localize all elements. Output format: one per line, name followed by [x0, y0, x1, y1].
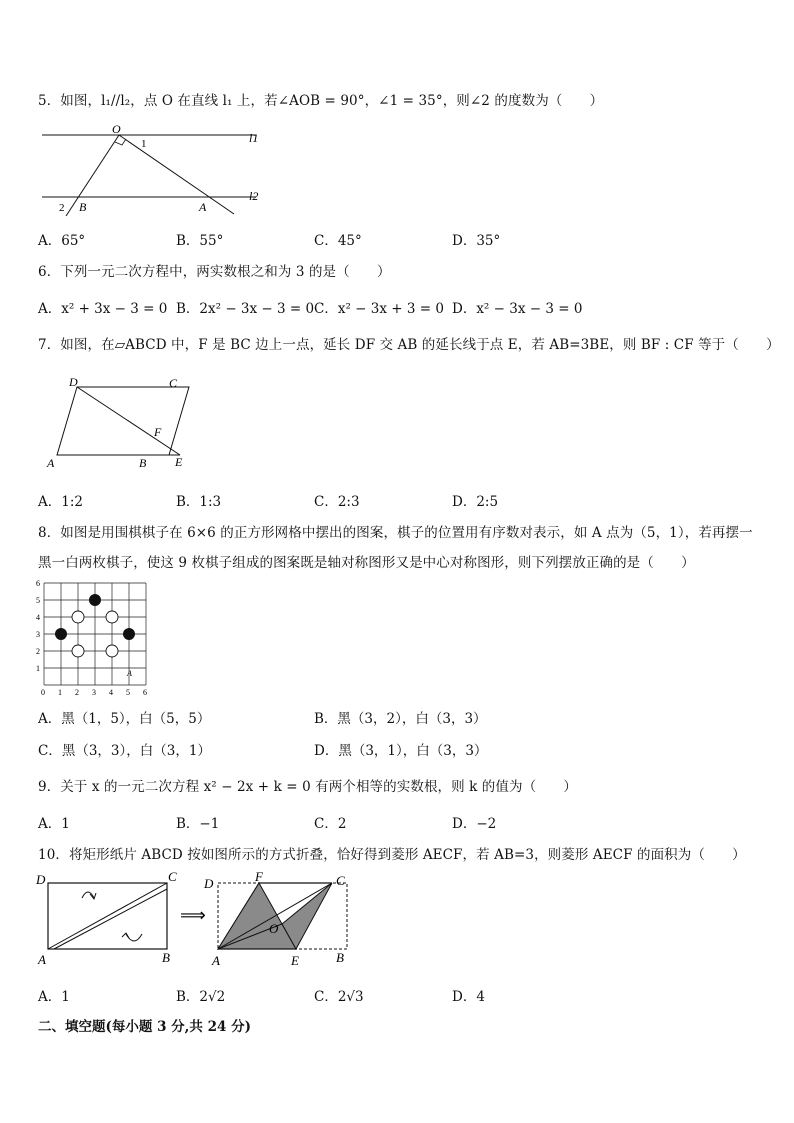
q8-x-tick-2: 2: [75, 688, 79, 697]
q8-white-stone: [106, 611, 118, 623]
q10-transform-arrow: ⟹: [180, 905, 206, 925]
section-heading: 二、填空题(每小题 3 分,共 24 分): [38, 1019, 251, 1035]
q6-option-b: B．2x² − 3x − 3 = 0: [176, 301, 315, 317]
q8-x-tick-3: 3: [92, 688, 96, 697]
q8-text-line2: 黑一白两枚棋子，使这 9 枚棋子组成的图案既是轴对称图形又是中心对称图形，则下列摆放正确的是（ ）: [38, 555, 695, 571]
q5-label-2: 2: [59, 202, 65, 214]
q5-label-l1: l1: [249, 131, 259, 145]
q8-x-tick-6: 6: [143, 688, 147, 697]
q10-left-label-c: C: [168, 869, 177, 884]
q8-text-line1: 8．如图是用围棋棋子在 6×6 的正方形网格中摆出的图案，棋子的位置用有序数对表示，如 A 点为（5，1），若再摆一: [38, 525, 753, 541]
q5-label-b: B: [79, 200, 87, 214]
q8-y-tick-3: 3: [36, 630, 40, 639]
q8-y-tick-6: 6: [36, 579, 40, 588]
q7-label-a: A: [47, 456, 55, 470]
q7-label-b: B: [139, 456, 147, 470]
q6-text: 6．下列一元二次方程中，两实数根之和为 3 的是（ ）: [38, 264, 391, 280]
q8-x-tick-0: 0: [41, 688, 45, 697]
q9-option-b: B．−1: [176, 816, 220, 832]
q5-option-b: B．55°: [176, 233, 224, 249]
q7-label-d: D: [69, 375, 78, 389]
q7-figure: [44, 374, 204, 474]
q6-option-c: C．x² − 3x + 3 = 0: [314, 301, 444, 317]
q10-right-label-d: D: [204, 876, 214, 891]
q9-option-d: D．−2: [452, 816, 497, 832]
q8-option-c: C．黑（3，3），白（3，1）: [38, 743, 211, 759]
q8-x-tick-4: 4: [109, 688, 113, 697]
q7-option-c: C．2:3: [314, 494, 360, 510]
q7-label-c: C: [169, 376, 178, 390]
q8-white-stone: [72, 645, 84, 657]
q10-right-label-f: F: [255, 869, 263, 884]
q8-y-tick-1: 1: [36, 664, 40, 673]
q8-option-a: A．黑（1，5），白（5，5）: [38, 711, 211, 727]
q8-y-tick-2: 2: [36, 647, 40, 656]
q8-option-d: D．黑（3，1），白（3，3）: [314, 743, 488, 759]
q8-white-stone: [106, 645, 118, 657]
q7-text: 7．如图，在▱ABCD 中，F 是 BC 边上一点，延长 DF 交 AB 的延长线于点 E，若 AB=3BE，则 BF : CF 等于（ ）: [38, 337, 780, 353]
q5-text: 5．如图，l₁//l₂，点 O 在直线 l₁ 上，若∠AOB = 90°，∠1 = 35°，则∠2 的度数为（ ）: [38, 93, 604, 109]
q5-label-1: 1: [141, 138, 147, 150]
q7-option-d: D．2:5: [452, 494, 499, 510]
q10-right-label-o: O: [269, 921, 279, 936]
q8-black-stone: [89, 594, 101, 606]
q5-label-a: A: [199, 200, 207, 214]
q9-text: 9．关于 x 的一元二次方程 x² − 2x + k = 0 有两个相等的实数根，则 k 的值为（ ）: [38, 779, 578, 795]
q10-figure: [34, 868, 364, 970]
q5-figure: [36, 118, 276, 218]
q5-label-o: O: [112, 122, 121, 136]
q5-option-d: D．35°: [452, 233, 501, 249]
q7-option-b: B．1:3: [176, 494, 222, 510]
q5-label-l2: l2: [249, 189, 259, 203]
q7-label-f: F: [154, 425, 162, 439]
q8-x-tick-1: 1: [58, 688, 62, 697]
q8-option-b: B．黑（3，2），白（3，3）: [314, 711, 487, 727]
q10-left-label-d: D: [36, 872, 46, 887]
q8-black-stone: [123, 628, 135, 640]
q10-text: 10．将矩形纸片 ABCD 按如图所示的方式折叠，恰好得到菱形 AECF，若 AB=3，则菱形 AECF 的面积为（ ）: [38, 847, 746, 863]
q10-right-label-a: A: [212, 953, 220, 968]
q10-left-label-a: A: [38, 952, 46, 967]
q7-option-a: A．1:2: [38, 494, 83, 510]
q6-option-d: D．x² − 3x − 3 = 0: [452, 301, 583, 317]
q8-black-stone: [55, 628, 67, 640]
q10-option-a: A．1: [38, 989, 70, 1005]
q7-label-e: E: [175, 455, 183, 469]
q8-y-tick-4: 4: [36, 613, 40, 622]
q10-option-c: C．2√3: [314, 989, 364, 1005]
q9-option-c: C．2: [314, 816, 347, 832]
q10-right-label-e: E: [291, 953, 299, 968]
q8-x-tick-5: 5: [126, 688, 130, 697]
q8-white-stone: [72, 611, 84, 623]
q9-option-a: A．1: [38, 816, 70, 832]
q6-option-a: A．x² + 3x − 3 = 0: [38, 301, 168, 317]
q5-option-c: C．45°: [314, 233, 362, 249]
q10-option-b: B．2√2: [176, 989, 226, 1005]
q8-point-a-label: A: [127, 669, 132, 678]
q10-option-d: D．4: [452, 989, 485, 1005]
q8-y-tick-5: 5: [36, 596, 40, 605]
q5-option-a: A．65°: [38, 233, 86, 249]
q10-right-label-b: B: [336, 950, 344, 965]
q10-left-label-b: B: [162, 950, 170, 965]
q10-right-label-c: C: [336, 873, 345, 888]
q8-grid-figure: [34, 576, 164, 700]
